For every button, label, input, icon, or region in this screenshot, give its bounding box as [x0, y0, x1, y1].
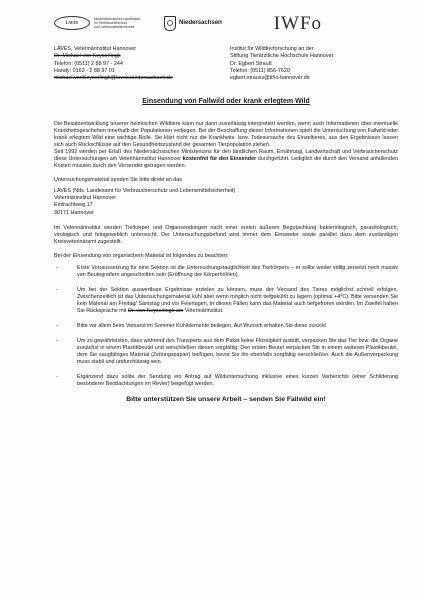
list-item: - Um zu gewährleisten, dass während des Transports aus dem Paket keine Flüssigkeit austritt, verpacken Sie das Tier bzw. die Organe zunächst in einem Plastikbeutel und verschließen diesen sorgfältig. Den ersten Beutel verpacken Sie in einem weiteren Plastikbeutel, dem Sie saugfähiges Material (Zeitungspapier) beifügen, bevor Sie ihn ebenfalls sorgfältig verschließen. Auch die Außenverpackung muss stabil und undurchlässig sein. — [56, 338, 398, 366]
dash-bullet-icon: - — [56, 374, 58, 381]
instruction-list — [54, 265, 398, 388]
list-item: - Ergänzend dazu sollte der Sendung ein Antrag auf Wilduntersuchung inklusive eines kurzen Vorberichts (einer Schilderung besonderer Beobachtungen im Revier) beigefügt werden. — [56, 374, 398, 388]
list-item: - Erste Vorraussetzung für eine Sektion ist die Untersuchungstauglichkeit des Tierkörpers – er sollte weder völlig zersetzt noch massiv von Beutegreifern angeschnitten sein (Eröffnung der Körperhöhlen). — [56, 264, 398, 278]
list-item: - Bitte vor allem beim Versand im Sommer Kühlelemente beilegen. Auf Wunsch erhalten Sie diese zurück! — [56, 323, 327, 330]
laves-oval-icon: LAVES — [54, 16, 90, 30]
logo-row — [54, 12, 398, 34]
dash-bullet-icon: - — [56, 323, 58, 330]
send-instruction: Untersuchungsmaterial senden Sie bitte direkt an das — [54, 176, 182, 183]
laves-logo — [54, 16, 158, 30]
list-intro: Bei der Einsendung von organischem Material ist folgendes zu beachten: — [54, 252, 229, 259]
sender-address-right: Institut für Wildtierforschung an der Stiftung Tierärztliche Hochschule Hannover Dr. Egbert Strauß Telefon: (0511) 856-7620 egbert.strauss@tiho-hannover.de — [230, 46, 334, 82]
document-title: Einsendung von Fallwild oder krank erlegtem Wild — [142, 98, 310, 106]
horse-crest-icon — [164, 16, 176, 31]
iwfo-logo: IWFo — [273, 12, 323, 34]
free-of-charge-emphasis: kostenfrei für den Einsender — [182, 155, 257, 162]
paragraph-decree: Seit 1992 werden per Erlaß des Niedersächsischen Ministeriums für den ländlichen Raum, Ernährung, Landwirtschaft und Verbraucherschutz diese Untersuchungen am Veterinärinstitut Hannover kostenfrei für den Einsender durchgeführt. Lediglich die durch den Versand anfallenden Kosten müssen durch den Versender getragen werden. — [54, 148, 399, 169]
dash-bullet-icon: - — [56, 264, 58, 271]
niedersachsen-logo — [164, 16, 222, 31]
struck-contact-reference: Dr. von Keyserlingk am — [127, 308, 184, 315]
paragraph-examination: Im Veterinärinstitut werden Tierkörper und Organsendungen nach einer ersten äußeren Begutachtung bakteriologisch, parasitologisch, virologisch und feingeweblich untersucht. Der Untersuchungsbefund wird immer dem Einsender sowie parallel dazu dem zuständigen Kreisveterinäramt zugestellt. — [54, 224, 398, 245]
paragraph-intro: Die Besatzentwicklung unserer heimischen Wildtiere kann nur dann zuverlässig interpretiert werden, wenn auch Informationen über eventuelle Krankheitsgeschehen innerhalb der Populationen vorliegen. Bei der Beschaffung dieser Informationen spielt die Untersuchung von Fallwild oder krank erlegtem Wild eine wichtige Rolle. Sie klärt nicht nur die Krankheits- bzw. Todesursache des Einzeltieres, aus den Ergebnissen lassen sich auch Rückschlüsse auf den Gesundheitszustand der gesamten Tierpopulation ziehen. — [54, 120, 398, 148]
recipient-address: LAVES (Nds. Landesamt für Verbraucherschutz und Lebensmittelsicherheit) Veterinärinstitut Hannover Eintrachtweg 17 30171 Hannover — [54, 187, 236, 216]
closing-appeal: Bitte unterstützen Sie unsere Arbeit – senden Sie Fallwild ein! — [126, 396, 326, 404]
struck-contact-name: Dr. Michael von Keyserlingk — [54, 53, 121, 60]
list-item: - Um bei der Sektion auswertbare Ergebnisse erzielen zu können, muss der Versand des Tieres möglichst schnell erfolgen. Zwischenzeitlich ist das Untersuchungsmaterial kühl aber wenn möglich nicht tiefgekühlt zu lagern (optimal +4°C). Bitte versenden Sie kein Material am Freitag/ Samstag und vor Feiertagen, in diesen Fällen kann das Material auch tiefgefroren werden. Im Zweifel halten Sie Rücksprache mit Dr. von Keyserlingk am Veterinärinstitut. — [56, 286, 398, 315]
sender-address-left: LAVES, Veterinärinstitut Hannover Dr. Michael von Keyserlingk Telefon: (0511) 2 88 97 - 244 Handy: 0163 - 2 88 97 01 michael.vonKeyserlingk@laves.niedersachsen.de — [54, 46, 230, 82]
address-row — [54, 46, 398, 82]
niedersachsen-text: Niedersachsen — [179, 18, 222, 26]
laves-logo-text: Niedersächsisches Landesamt für Verbraucherschutz und Lebensmittelsicherheit — [94, 16, 141, 30]
dash-bullet-icon: - — [56, 286, 58, 293]
struck-contact-email: michael.vonKeyserlingk@laves.niedersachsen.de — [54, 75, 173, 82]
dash-bullet-icon: - — [56, 338, 58, 345]
